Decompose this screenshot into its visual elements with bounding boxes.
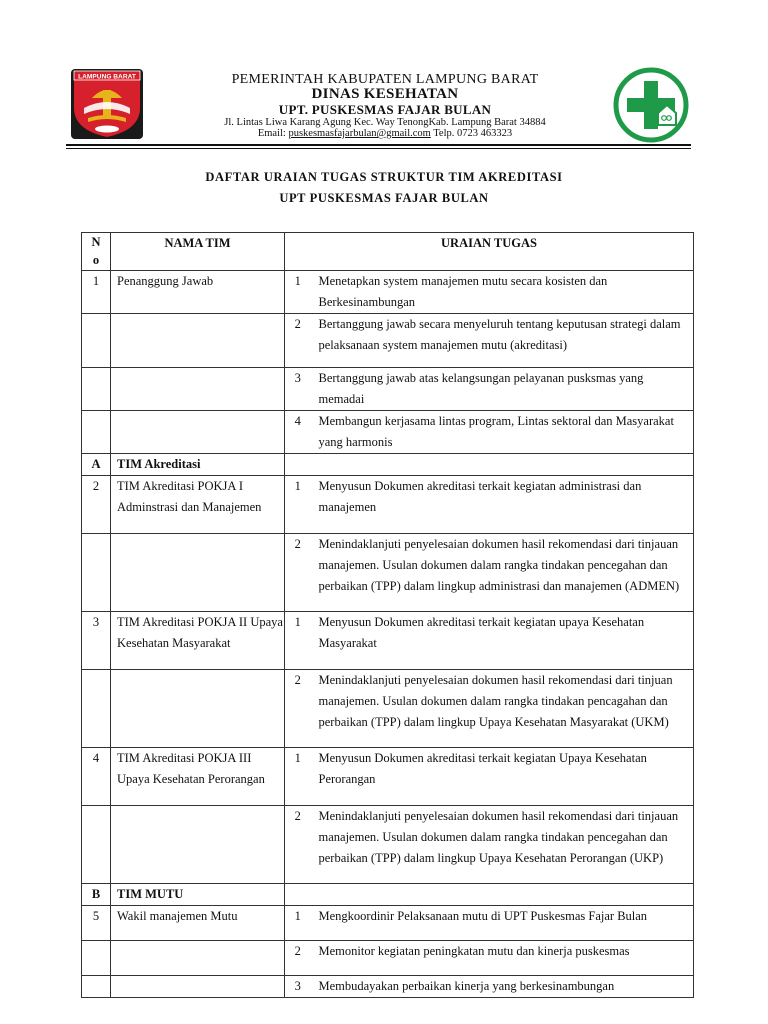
cell-item-number: [285, 884, 311, 906]
cell-uraian-tugas: [311, 884, 694, 906]
kemenkes-logo: [613, 67, 689, 143]
table-row: [82, 368, 694, 411]
cell-uraian-tugas: Bertanggung jawab secara menyeluruh tentang keputusan strategi dalam pelaksanaan system manajemen mutu (akreditasi): [311, 314, 694, 368]
cell-no: 4: [82, 748, 111, 806]
cell-item-number: 3: [285, 976, 311, 998]
cell-nama-tim: TIM Akreditasi POKJA III Upaya Kesehatan Perorangan: [111, 748, 285, 806]
cell-item-number: 1: [285, 906, 311, 941]
cell-uraian-tugas: Menetapkan system manajemen mutu secara kosisten dan Berkesinambungan: [311, 271, 694, 314]
table-row: [82, 670, 694, 748]
document-subtitle: UPT PUSKESMAS FAJAR BULAN: [279, 191, 489, 205]
cell-no: [82, 368, 111, 411]
cell-nama-tim: [111, 534, 285, 612]
cell-no: 1: [82, 271, 111, 314]
cell-no: [82, 670, 111, 748]
cell-no: [82, 941, 111, 976]
cell-uraian-tugas: Menindaklanjuti penyelesaian dokumen hasil rekomendasi dari tinjauan manajemen. Usulan dokumen dalam rangka tindakan pencegahan dan perbaikan (TPP) dalam lingkup administrasi dan manajemen (ADMEN): [311, 534, 694, 612]
cell-no: 5: [82, 906, 111, 941]
letterhead-contact: [150, 128, 620, 139]
table-row: [82, 314, 694, 368]
duty-table: [81, 232, 694, 998]
header-no-bottom: o: [92, 253, 100, 267]
table-row: [82, 941, 694, 976]
cell-uraian-tugas: Bertanggung jawab atas kelangsungan pelayanan pusksmas yang memadai: [311, 368, 694, 411]
email-link[interactable]: puskesmasfajarbulan@gmail.com: [288, 128, 431, 139]
table-row: [82, 612, 694, 670]
lampung-barat-logo: [70, 68, 144, 140]
cell-uraian-tugas: Menindaklanjuti penyelesaian dokumen hasil rekomendasi dari tinjuan manajemen. Usulan dokumen dalam rangka tindakan pencagahan dan perbaikan (TPP) dalam lingkup Upaya Kesehatan Masyarakat (UKM): [311, 670, 694, 748]
cell-nama-tim: TIM Akreditasi POKJA II Upaya Kesehatan Masyarakat: [111, 612, 285, 670]
cell-nama-tim: TIM Akreditasi POKJA I Adminstrasi dan Manajemen: [111, 476, 285, 534]
cell-no: [82, 314, 111, 368]
letterhead-address: Jl. Lintas Liwa Karang Agung Kec. Way TenongKab. Lampung Barat 34884: [224, 117, 546, 128]
letterhead-agency: DINAS KESEHATAN: [311, 86, 459, 102]
cell-item-number: 1: [285, 748, 311, 806]
lampung-barat-logo-text: LAMPUNG BARAT: [78, 73, 136, 81]
header-no-top: N: [91, 235, 101, 249]
email-label: Email:: [257, 128, 289, 139]
cell-uraian-tugas: Menyusun Dokumen akreditasi terkait kegiatan Upaya Kesehatan Perorangan: [311, 748, 694, 806]
cell-item-number: 2: [285, 941, 311, 976]
cell-no: 3: [82, 612, 111, 670]
cell-no: [82, 411, 111, 454]
cell-no: [82, 806, 111, 884]
table-row: [82, 906, 694, 941]
cell-item-number: 2: [285, 314, 311, 368]
cell-uraian-tugas: Membangun kerjasama lintas program, Lintas sektoral dan Masyarakat yang harmonis: [311, 411, 694, 454]
cell-uraian-tugas: Membudayakan perbaikan kinerja yang berkesinambungan: [311, 976, 694, 998]
header-no: [82, 233, 111, 271]
cell-nama-tim: [111, 941, 285, 976]
document-title: DAFTAR URAIAN TUGAS STRUKTUR TIM AKREDITASI: [205, 170, 563, 184]
cell-item-number: 2: [285, 806, 311, 884]
table-row: [82, 884, 694, 906]
cell-nama-tim: TIM MUTU: [111, 884, 285, 906]
table-body: [82, 271, 694, 998]
cell-no: A: [82, 454, 111, 476]
cell-no: 2: [82, 476, 111, 534]
cell-no: B: [82, 884, 111, 906]
cell-item-number: [285, 454, 311, 476]
cell-uraian-tugas: [311, 454, 694, 476]
letterhead-rule-thin: [66, 148, 691, 149]
cell-item-number: 3: [285, 368, 311, 411]
table-row: [82, 411, 694, 454]
cell-uraian-tugas: Menyusun Dokumen akreditasi terkait kegiatan upaya Kesehatan Masyarakat: [311, 612, 694, 670]
cell-item-number: 1: [285, 271, 311, 314]
cell-uraian-tugas: Menindaklanjuti penyelesaian dokumen hasil rekomendasi dari tinjauan manajemen. Usulan dokumen dalam rangka tindakan pencegahan dan perbaikan (TPP) dalam lingkup Upaya Kesehatan Perorangan (UKP): [311, 806, 694, 884]
letterhead-government: PEMERINTAH KABUPATEN LAMPUNG BARAT: [231, 72, 539, 87]
table-row: [82, 271, 694, 314]
cell-item-number: 1: [285, 476, 311, 534]
table-row: [82, 806, 694, 884]
table-row: [82, 976, 694, 998]
header-uraian-tugas: URAIAN TUGAS: [285, 233, 694, 271]
cell-item-number: 4: [285, 411, 311, 454]
cell-nama-tim: TIM Akreditasi: [111, 454, 285, 476]
table-row: [82, 748, 694, 806]
cell-nama-tim: [111, 314, 285, 368]
cell-no: [82, 976, 111, 998]
cell-nama-tim: [111, 411, 285, 454]
cell-no: [82, 534, 111, 612]
cell-nama-tim: Wakil manajemen Mutu: [111, 906, 285, 941]
cell-nama-tim: [111, 976, 285, 998]
cell-nama-tim: Penanggung Jawab: [111, 271, 285, 314]
table-row: [82, 454, 694, 476]
letterhead-unit: UPT. PUSKESMAS FAJAR BULAN: [278, 102, 492, 117]
cell-uraian-tugas: Menyusun Dokumen akreditasi terkait kegiatan administrasi dan manajemen: [311, 476, 694, 534]
cell-uraian-tugas: Memonitor kegiatan peningkatan mutu dan kinerja puskesmas: [311, 941, 694, 976]
table-row: [82, 534, 694, 612]
cell-uraian-tugas: Mengkoordinir Pelaksanaan mutu di UPT Puskesmas Fajar Bulan: [311, 906, 694, 941]
cell-item-number: 1: [285, 612, 311, 670]
phone-number: Telp. 0723 463323: [430, 128, 513, 139]
letterhead-rule-thick: [66, 144, 691, 146]
table-header-row: [82, 233, 694, 271]
cell-nama-tim: [111, 670, 285, 748]
cell-item-number: 2: [285, 670, 311, 748]
cell-nama-tim: [111, 368, 285, 411]
table-row: [82, 476, 694, 534]
header-nama-tim: NAMA TIM: [111, 233, 285, 271]
cell-nama-tim: [111, 806, 285, 884]
cell-item-number: 2: [285, 534, 311, 612]
